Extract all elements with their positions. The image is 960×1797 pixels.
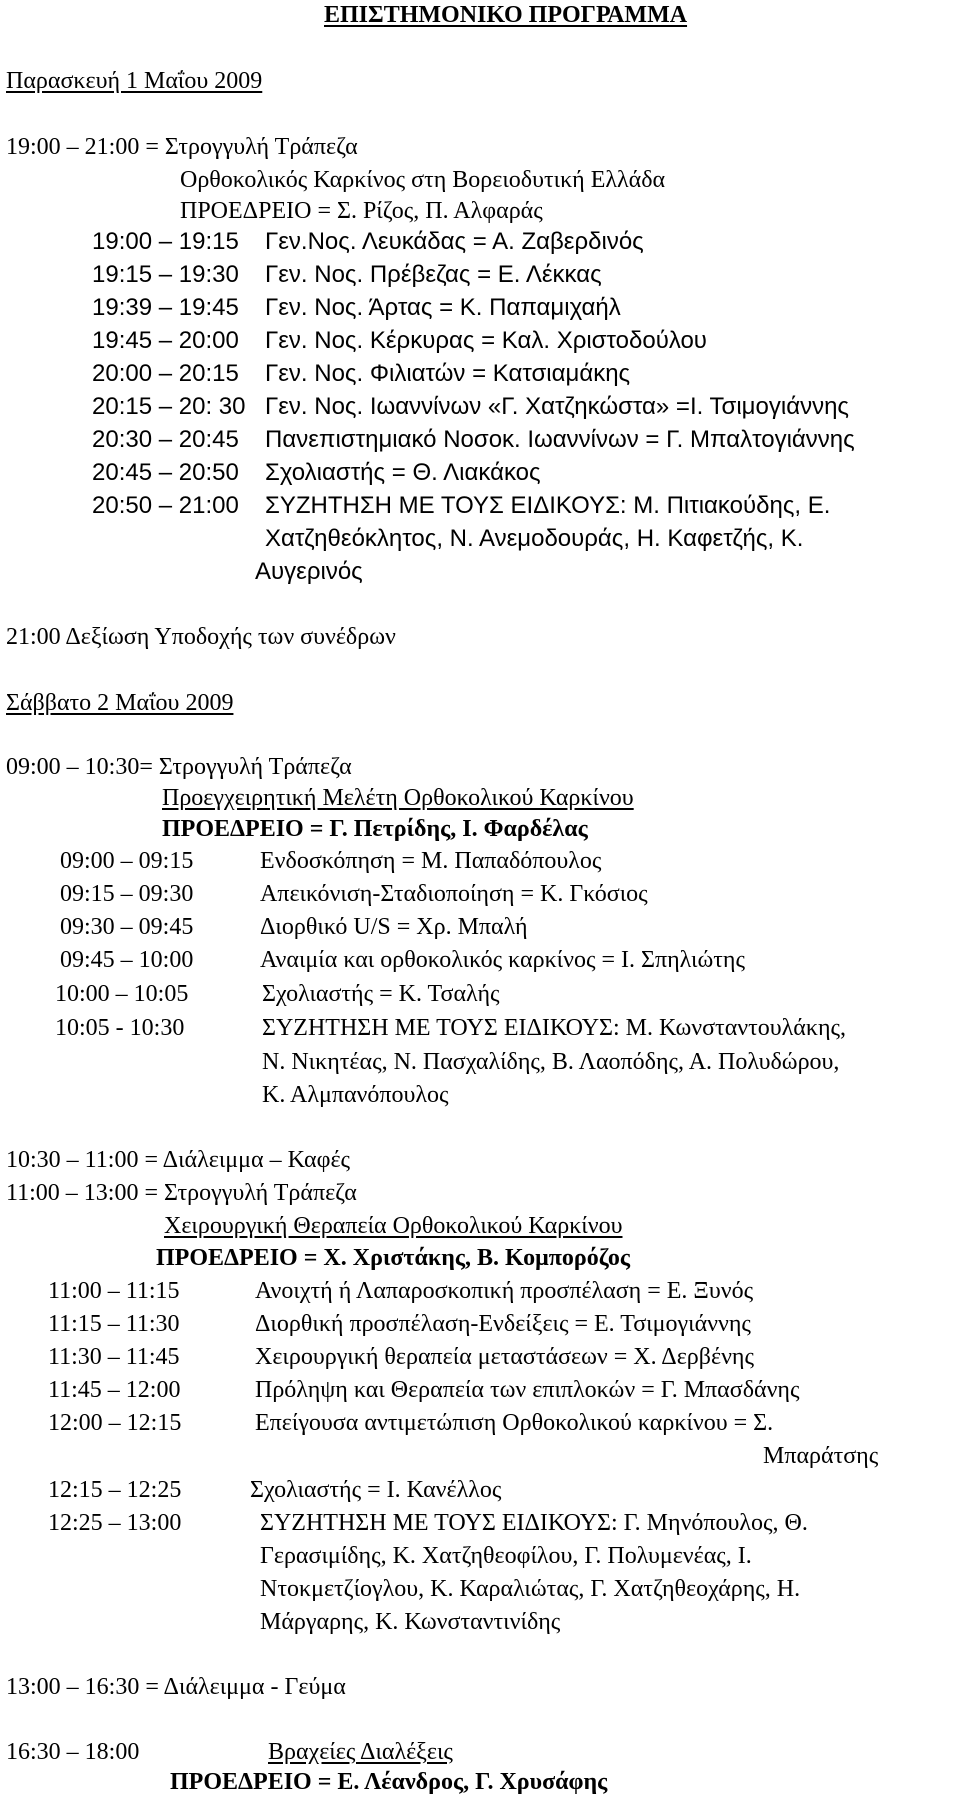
talk-text: Διορθικό U/S = Χρ. Μπαλή (260, 914, 528, 940)
talk-text: ΣΥΖΗΤΗΣΗ ΜΕ ΤΟΥΣ ΕΙΔΙΚΟΥΣ: Γ. Μηνόπουλος, Θ. (260, 1510, 808, 1536)
day1-discussion-cont: Αυγερινός (255, 558, 363, 585)
day1-reception: 21:00 Δεξίωση Υποδοχής των συνέδρων (6, 624, 396, 650)
talk-text: ΣΥΖΗΤΗΣΗ ΜΕ ΤΟΥΣ ΕΙΔΙΚΟΥΣ: Μ. Πιτιακούδης, Ε. (265, 492, 831, 519)
day2-s2-time: 11:00 – 13:00 = Στρογγυλή Τράπεζα (6, 1180, 357, 1206)
talk-time: 09:15 – 09:30 (60, 881, 194, 907)
talk-time: 20:50 – 21:00 (92, 492, 239, 519)
day2-s2-discussion-cont: Ντοκμετζίογλου, Κ. Καραλιώτας, Γ. Χατζηθεοχάρης, Η. (260, 1576, 801, 1602)
day2-s1-title: Προεγχειρητική Μελέτη Ορθοκολικού Καρκίνου (162, 785, 634, 811)
talk-text: Γεν. Νος. Άρτας = Κ. Παπαμιχαήλ (265, 294, 621, 321)
day2-s3-time: 16:30 – 18:00 (6, 1739, 140, 1765)
day2-s2-chairs: ΠΡΟΕΔΡΕΙΟ = Χ. Χριστάκης, Β. Κομπορόζος (156, 1245, 630, 1271)
talk-text: Γεν. Νος. Φιλιατών = Κατσιαμάκης (265, 360, 631, 387)
talk-time: 11:30 – 11:45 (48, 1344, 180, 1370)
talk-time: 12:00 – 12:15 (48, 1410, 182, 1436)
talk-time: 11:00 – 11:15 (48, 1278, 180, 1304)
talk-text: Γεν. Νος. Ιωαννίνων «Γ. Χατζηκώστα» =Ι. Τσιμογιάννης (265, 393, 849, 420)
talk-time: 19:39 – 19:45 (92, 294, 239, 321)
talk-text: Απεικόνιση-Σταδιοποίηση = Κ. Γκόσιος (260, 881, 648, 907)
day2-s1-discussion-cont: Ν. Νικητέας, Ν. Πασχαλίδης, Β. Λαοπόδης, Α. Πολυδώρου, (262, 1049, 840, 1075)
day1-discussion-cont: Χατζηθεόκλητος, Ν. Ανεμοδουράς, Η. Καφετζής, Κ. (265, 525, 804, 552)
talk-time: 09:45 – 10:00 (60, 947, 194, 973)
talk-text: Γεν. Νος. Πρέβεζας = Ε. Λέκκας (265, 261, 602, 288)
talk-text: ΣΥΖΗΤΗΣΗ ΜΕ ΤΟΥΣ ΕΙΔΙΚΟΥΣ: Μ. Κωνσταντουλάκης, (262, 1015, 847, 1041)
day2-s2-emergency-cont: Μπαράτσης (763, 1443, 879, 1469)
day2-s2-title: Χειρουργική Θεραπεία Ορθοκολικού Καρκίνου (164, 1213, 623, 1239)
talk-time: 20:15 – 20: 30 (92, 393, 246, 420)
talk-text: Σχολιαστής = Θ. Λιακάκος (265, 459, 541, 486)
day1-session-time: 19:00 – 21:00 = Στρογγυλή Τράπεζα (6, 134, 358, 160)
day2-s2-discussion-cont: Γερασιμίδης, Κ. Χατζηθεοφίλου, Γ. Πολυμενέας, Ι. (260, 1543, 752, 1569)
talk-text: Χειρουργική θεραπεία μεταστάσεων = Χ. Δερβένης (255, 1344, 754, 1370)
talk-time: 10:00 – 10:05 (55, 981, 189, 1007)
talk-text: Διορθική προσπέλαση-Ενδείξεις = Ε. Τσιμογιάννης (255, 1311, 751, 1337)
talk-text: Πρόληψη και Θεραπεία των επιπλοκών = Γ. Μπασδάνης (255, 1377, 800, 1403)
talk-text: Ενδοσκόπηση = Μ. Παπαδόπουλος (260, 848, 602, 874)
talk-text: Γεν.Νος. Λευκάδας = Α. Ζαβερδινός (265, 228, 644, 255)
talk-time: 20:30 – 20:45 (92, 426, 239, 453)
talk-text: Αναιμία και ορθοκολικός καρκίνος = Ι. Σπηλιώτης (260, 947, 745, 973)
talk-time: 19:15 – 19:30 (92, 261, 239, 288)
talk-time: 20:00 – 20:15 (92, 360, 239, 387)
talk-text: Πανεπιστημιακό Νοσοκ. Ιωαννίνων = Γ. Μπαλτογιάννης (265, 426, 855, 453)
talk-time: 19:45 – 20:00 (92, 327, 239, 354)
day2-s1-discussion-cont: Κ. Αλμπανόπουλος (262, 1082, 449, 1108)
talk-text: Επείγουσα αντιμετώπιση Ορθοκολικού καρκίνου = Σ. (255, 1410, 774, 1436)
talk-time: 12:25 – 13:00 (48, 1510, 182, 1536)
talk-time: 10:05 - 10:30 (55, 1015, 185, 1041)
day2-break1: 10:30 – 11:00 = Διάλειμμα – Καφές (6, 1147, 351, 1173)
day2-s1-chairs: ΠΡΟΕΔΡΕΙΟ = Γ. Πετρίδης, Ι. Φαρδέλας (162, 816, 588, 842)
talk-text: Σχολιαστής = Κ. Τσαλής (262, 981, 500, 1007)
page-title: ΕΠΙΣΤΗΜΟΝΙΚΟ ΠΡΟΓΡΑΜΜΑ (324, 2, 688, 28)
day2-s2-discussion-cont: Μάργαρης, Κ. Κωνσταντινίδης (260, 1609, 561, 1635)
talk-time: 20:45 – 20:50 (92, 459, 239, 486)
day2-heading: Σάββατο 2 Μαΐου 2009 (6, 690, 234, 716)
talk-time: 11:15 – 11:30 (48, 1311, 180, 1337)
day1-chairs: ΠΡΟΕΔΡΕΙΟ = Σ. Ρίζος, Π. Αλφαράς (180, 198, 543, 224)
day2-s3-chairs: ΠΡΟΕΔΡΕΙΟ = Ε. Λέανδρος, Γ. Χρυσάφης (170, 1769, 608, 1795)
talk-time: 09:30 – 09:45 (60, 914, 194, 940)
talk-text: Σχολιαστής = Ι. Κανέλλος (250, 1477, 502, 1503)
talk-time: 12:15 – 12:25 (48, 1477, 182, 1503)
talk-time: 09:00 – 09:15 (60, 848, 194, 874)
day2-break2: 13:00 – 16:30 = Διάλειμμα - Γεύμα (6, 1674, 346, 1700)
talk-time: 19:00 – 19:15 (92, 228, 239, 255)
day2-s3-title: Βραχείες Διαλέξεις (268, 1739, 453, 1765)
day2-s1-time: 09:00 – 10:30= Στρογγυλή Τράπεζα (6, 754, 352, 780)
talk-text: Γεν. Νος. Κέρκυρας = Καλ. Χριστοδούλου (265, 327, 707, 354)
day1-heading: Παρασκευή 1 Μαΐου 2009 (6, 68, 263, 94)
talk-text: Ανοιχτή ή Λαπαροσκοπική προσπέλαση = Ε. Ξυνός (255, 1278, 754, 1304)
talk-time: 11:45 – 12:00 (48, 1377, 181, 1403)
day1-session-title: Ορθοκολικός Καρκίνος στη Βορειοδυτική Ελλάδα (180, 167, 666, 193)
